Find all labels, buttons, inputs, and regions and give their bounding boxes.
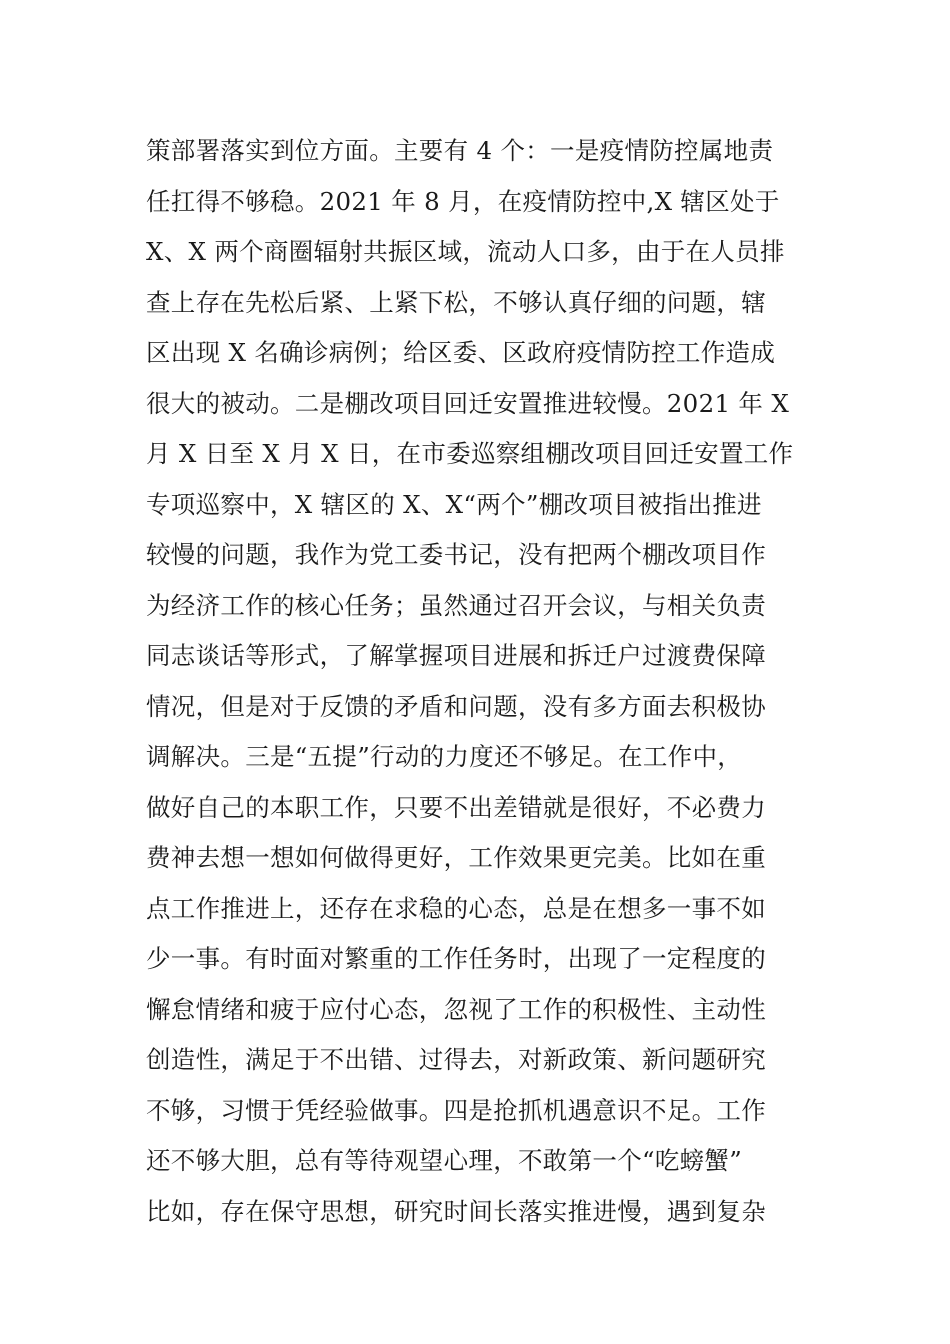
text-line: 策部署落实到位方面。主要有 4 个：一是疫情防控属地责 — [146, 136, 774, 165]
text-line: 较慢的问题，我作为党工委书记，没有把两个棚改项目作 — [146, 540, 766, 569]
text-line: 创造性，满足于不出错、过得去，对新政策、新问题研究 — [146, 1045, 766, 1074]
text-line: 同志谈话等形式，了解掌握项目进展和拆迁户过渡费保障 — [146, 641, 766, 670]
text-line: 月 X 日至 X 月 X 日，在市委巡察组棚改项目回迁安置工作 — [146, 439, 794, 468]
text-line: 任扛得不够稳。2021 年 8 月，在疫情防控中,X 辖区处于 — [146, 186, 780, 216]
text-line: 做好自己的本职工作，只要不出差错就是很好，不必费力 — [146, 792, 766, 822]
text-line: 专项巡察中，X 辖区的 X、X“两个”棚改项目被指出推进 — [146, 489, 762, 519]
text-line: 费神去想一想如何做得更好，工作效果更完美。比如在重 — [146, 843, 766, 872]
text-line: 点工作推进上，还存在求稳的心态，总是在想多一事不如 — [146, 893, 766, 923]
text-line: 比如，存在保守思想，研究时间长落实推进慢，遇到复杂 — [146, 1196, 766, 1226]
text-line: 查上存在先松后紧、上紧下松，不够认真仔细的问题，辖 — [146, 287, 766, 317]
text-line: 很大的被动。二是棚改项目回迁安置推进较慢。2021 年 X — [146, 388, 790, 418]
text-line: 少一事。有时面对繁重的工作任务时，出现了一定程度的 — [146, 944, 766, 973]
text-line: 情况，但是对于反馈的矛盾和问题，没有多方面去积极协 — [146, 691, 766, 721]
text-line: 区出现 X 名确诊病例；给区委、区政府疫情防控工作造成 — [146, 338, 776, 367]
text-line: 调解决。三是“五提”行动的力度还不够足。在工作中， — [146, 742, 743, 771]
text-line: X、X 两个商圈辐射共振区域，流动人口多，由于在人员排 — [146, 237, 785, 266]
body-text — [146, 126, 816, 1237]
text-line: 为经济工作的核心任务；虽然通过召开会议，与相关负责 — [146, 590, 766, 620]
text-line: 懈怠情绪和疲于应付心态，忽视了工作的积极性、主动性 — [146, 994, 766, 1024]
text-line: 不够，习惯于凭经验做事。四是抢抓机遇意识不足。工作 — [146, 1095, 766, 1125]
text-line: 还不够大胆，总有等待观望心理，不敢第一个“吃螃蟹” — [146, 1146, 743, 1175]
